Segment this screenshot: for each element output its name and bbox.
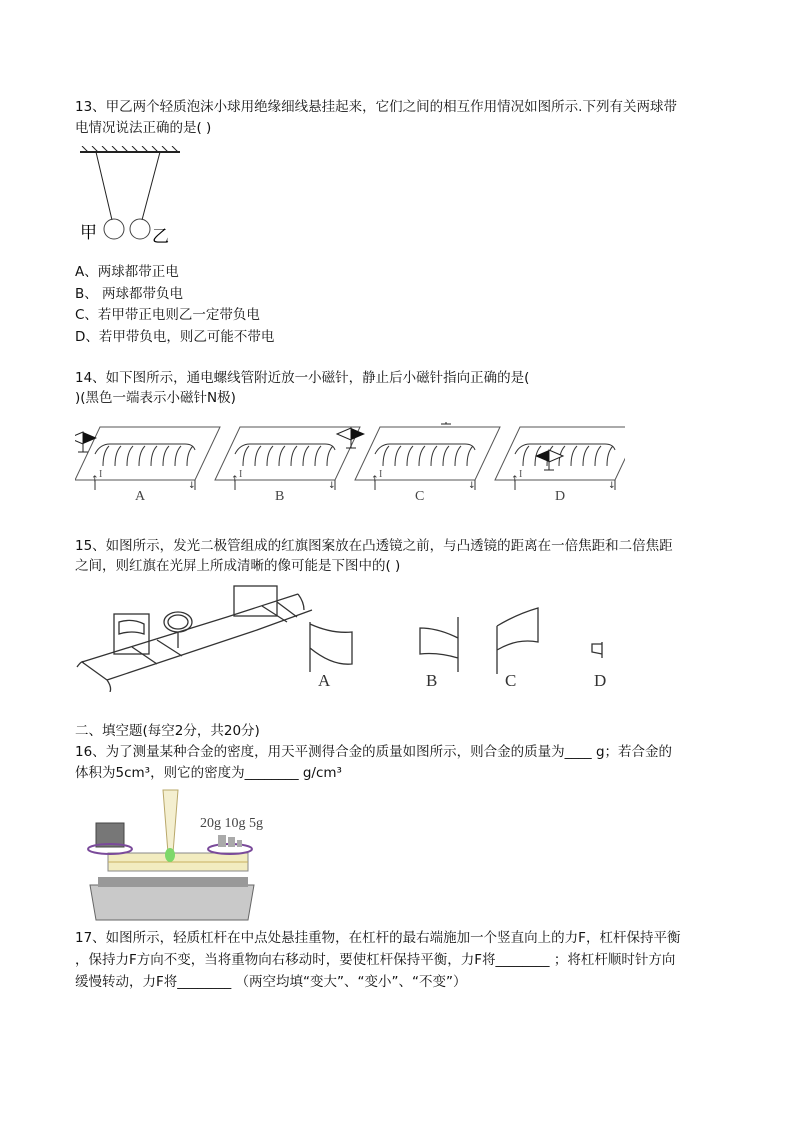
svg-text:↓: ↓	[328, 481, 336, 491]
solenoid-label: C	[415, 489, 425, 504]
q15-stem-line1: 15、如图所示，发光二极管组成的红旗图案放在凸透镜之前，与凸透镜的距离在一倍焦距和二倍焦距	[75, 538, 673, 554]
q17-stem-line1: 17、如图所示，轻质杠杆在中点处悬挂重物，在杠杆的最右端施加一个竖直向上的力F，杠杆保持平衡	[75, 930, 681, 946]
q15-label-a: A	[318, 671, 331, 690]
ball-label-jia: 甲	[80, 223, 97, 243]
solenoid-label: B	[275, 489, 285, 504]
q13-option-c: C、若甲带正电则乙一定带负电	[75, 307, 260, 323]
svg-text:↑: ↑	[231, 475, 239, 485]
section-2-title: 二、填空题(每空2分，共20分)	[75, 723, 260, 739]
svg-text:↑: ↑	[371, 475, 379, 485]
q14-stem-line1: 14、如下图所示，通电螺线管附近放一小磁针，静止后小磁针指向正确的是(	[75, 370, 530, 386]
current-label: I	[99, 469, 103, 480]
solenoid-option	[355, 427, 500, 504]
svg-text:↓: ↓	[468, 481, 476, 491]
q13-option-d: D、若甲带负电，则乙可能不带电	[75, 329, 275, 345]
q17-stem-line2: ，保持力F方向不变，当将重物向右移动时，要使杠杆保持平衡，力F将________ ；将杠杆顺时针方向	[75, 952, 676, 968]
balance-weights-label: 20g 10g 5g	[200, 816, 263, 831]
q13-stem-line2: 电情况说法正确的是( )	[75, 120, 212, 136]
q15-stem-line2: 之间，则红旗在光屏上所成清晰的像可能是下图中的( )	[75, 558, 401, 574]
q14-figure-solenoids	[75, 422, 625, 508]
solenoid-label: A	[135, 489, 146, 504]
solenoid-option	[75, 427, 220, 504]
current-label: I	[379, 469, 383, 480]
compass-needle-icon	[75, 432, 97, 452]
q13-figure-suspended-balls	[72, 146, 192, 246]
q13-option-b: B、 两球都带负电	[75, 286, 184, 302]
q13-option-a: A、两球都带正电	[75, 264, 179, 280]
ball-label-yi: 乙	[152, 227, 169, 246]
q14-stem-line2: )(黑色一端表示小磁针N极)	[75, 390, 236, 406]
q15-figure-lens-bench	[72, 582, 632, 692]
q17-stem-line3: 缓慢转动，力F将________ （两空均填“变大”、“变小”、“不变”）	[75, 974, 467, 990]
compass-needle-icon	[337, 428, 365, 448]
compass-needle-icon	[535, 450, 563, 470]
current-label: I	[239, 469, 243, 480]
svg-text:↑: ↑	[511, 475, 519, 485]
q15-label-d: D	[594, 671, 607, 690]
q16-figure-balance	[78, 785, 268, 923]
solenoid-option	[215, 427, 360, 504]
current-label: I	[519, 469, 523, 480]
q15-label-b: B	[426, 671, 438, 690]
compass-needle-icon	[432, 422, 460, 424]
svg-text:↑: ↑	[91, 475, 99, 485]
q13-stem-line1: 13、甲乙两个轻质泡沫小球用绝缘细线悬挂起来，它们之间的相互作用情况如图所示.下列有关两球带	[75, 99, 677, 115]
solenoid-option	[495, 427, 625, 504]
q15-label-c: C	[505, 671, 517, 690]
svg-text:↓: ↓	[188, 481, 196, 491]
svg-text:↓: ↓	[608, 481, 616, 491]
q16-stem-line2: 体积为5cm³，则它的密度为________ g/cm³	[75, 765, 342, 781]
q16-stem-line1: 16、为了测量某种合金的密度，用天平测得合金的质量如图所示，则合金的质量为____ g；若合金的	[75, 744, 673, 760]
solenoid-label: D	[555, 489, 566, 504]
